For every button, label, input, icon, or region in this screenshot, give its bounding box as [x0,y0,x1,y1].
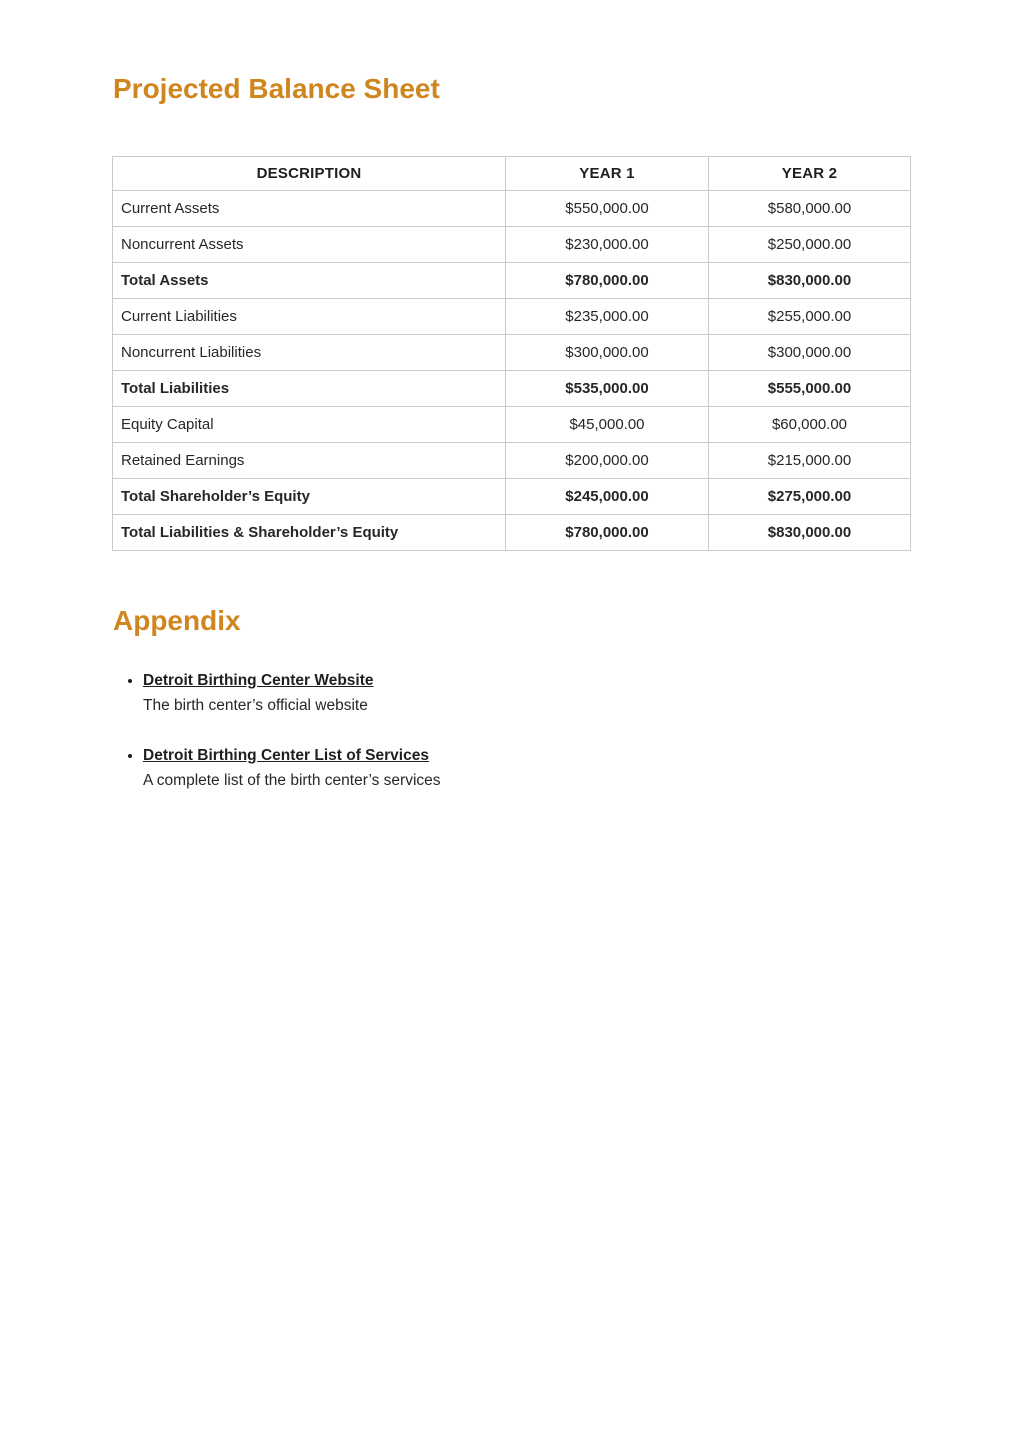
column-header: DESCRIPTION [113,157,506,191]
cell-description: Current Liabilities [113,299,506,335]
cell-year1: $45,000.00 [506,407,709,443]
cell-year2: $555,000.00 [709,371,911,407]
page-title: Projected Balance Sheet [113,73,440,104]
appendix-item [143,743,713,793]
column-header: YEAR 1 [506,157,709,191]
table-row [113,335,911,371]
balance-sheet-table [112,156,911,551]
appendix-link[interactable]: Detroit Birthing Center List of Services [143,747,429,764]
cell-description: Noncurrent Liabilities [113,335,506,371]
table-row [113,191,911,227]
balance-sheet-table-container [112,156,910,551]
cell-description: Total Liabilities [113,371,506,407]
cell-description: Current Assets [113,191,506,227]
cell-year1: $235,000.00 [506,299,709,335]
cell-year1: $300,000.00 [506,335,709,371]
cell-description: Equity Capital [113,407,506,443]
cell-year2: $215,000.00 [709,443,911,479]
appendix-title: Appendix [113,605,241,636]
table-row [113,443,911,479]
cell-year2: $60,000.00 [709,407,911,443]
cell-year1: $550,000.00 [506,191,709,227]
appendix-list [113,668,713,793]
cell-year2: $255,000.00 [709,299,911,335]
cell-year2: $250,000.00 [709,227,911,263]
cell-description: Retained Earnings [113,443,506,479]
table-row [113,407,911,443]
cell-year1: $200,000.00 [506,443,709,479]
table-row [113,371,911,407]
table-body [113,191,911,551]
cell-year1: $245,000.00 [506,479,709,515]
table-header-row [113,157,911,191]
appendix-item-description: A complete list of the birth center’s services [143,772,441,789]
column-header: YEAR 2 [709,157,911,191]
table-row [113,479,911,515]
appendix-item-description: The birth center’s official website [143,697,368,714]
cell-year1: $535,000.00 [506,371,709,407]
cell-year2: $830,000.00 [709,515,911,551]
cell-description: Noncurrent Assets [113,227,506,263]
cell-description: Total Liabilities & Shareholder’s Equity [113,515,506,551]
table-row [113,227,911,263]
appendix-link[interactable]: Detroit Birthing Center Website [143,672,374,689]
cell-year2: $830,000.00 [709,263,911,299]
cell-year2: $580,000.00 [709,191,911,227]
cell-year1: $230,000.00 [506,227,709,263]
table-row [113,515,911,551]
table-row [113,263,911,299]
appendix-item [143,668,713,718]
table-row [113,299,911,335]
cell-description: Total Shareholder’s Equity [113,479,506,515]
cell-description: Total Assets [113,263,506,299]
cell-year2: $300,000.00 [709,335,911,371]
cell-year1: $780,000.00 [506,515,709,551]
cell-year1: $780,000.00 [506,263,709,299]
cell-year2: $275,000.00 [709,479,911,515]
